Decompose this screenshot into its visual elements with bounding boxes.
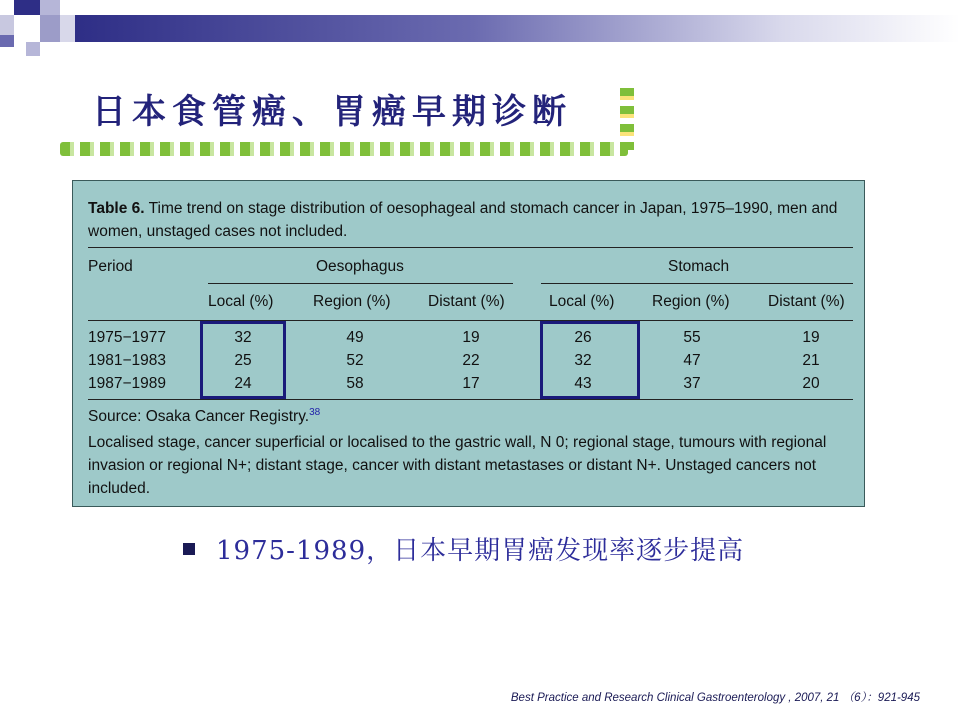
table-cell: 58 [346, 375, 364, 392]
column-header: Local (%) [208, 293, 274, 310]
table-figure [72, 180, 865, 507]
source-text: Source: Osaka Cancer Registry. [88, 408, 310, 426]
group-header-stomach: Stomach [668, 258, 730, 275]
table-caption [88, 197, 858, 243]
table-cell: 37 [683, 375, 701, 392]
table-cell: 43 [574, 375, 592, 392]
column-header: Distant (%) [428, 293, 505, 310]
deco-square [0, 15, 14, 35]
source-ref: 38 [309, 407, 321, 418]
citation: Best Practice and Research Clinical Gastroenterology , 2007, 21 （6）：921-945 [510, 692, 920, 704]
table-cell: 55 [683, 329, 701, 346]
bullet-marker [183, 543, 195, 555]
group-rule-stomach [541, 283, 853, 284]
table-cell: 19 [462, 329, 480, 346]
table-cell: 25 [234, 352, 252, 369]
caption-text: Time trend on stage distribution of oesophageal and stomach cancer in Japan, 1975–1990, men and women, unstaged cases not included. [88, 200, 838, 240]
deco-square [14, 0, 40, 15]
deco-square [0, 35, 14, 47]
title-border-decoration [620, 88, 634, 150]
highlight-box-oesophagus-local [200, 321, 286, 399]
table-cell: 21 [802, 352, 820, 369]
column-header: Region (%) [313, 293, 391, 310]
group-header-oesophagus: Oesophagus [316, 258, 404, 275]
table-cell: 24 [234, 375, 252, 392]
table-cell: 49 [346, 329, 364, 346]
table-cell: 47 [683, 352, 701, 369]
column-header: Region (%) [652, 293, 730, 310]
column-header: Local (%) [549, 293, 615, 310]
row-period: 1981−1983 [88, 352, 167, 369]
table-cell: 22 [462, 352, 480, 369]
bullet-text: 1975-1989，日本早期胃癌发现率逐步提高 [216, 536, 745, 566]
slide-title: 日本食管癌、胃癌早期诊断 [92, 92, 572, 132]
deco-square [40, 15, 60, 42]
deco-square [40, 0, 60, 15]
table-notes: Localised stage, cancer superficial or localised to the gastric wall, N 0; regional stage, tumours with regional invasion or regional N+; distant stage, cancer with distant metastases or distant N+. Unstaged cancers not included. [88, 434, 827, 497]
table-cell: 20 [802, 375, 820, 392]
table-cell: 17 [462, 375, 480, 392]
table-cell: 19 [802, 329, 820, 346]
caption-label: Table 6. [88, 200, 145, 217]
deco-square [26, 42, 40, 56]
top-gradient-bar [75, 15, 960, 42]
row-period: 1987−1989 [88, 375, 167, 392]
column-header: Distant (%) [768, 293, 845, 310]
table-cell: 32 [234, 329, 252, 346]
row-period: 1975−1977 [88, 329, 167, 346]
period-header: Period [88, 258, 133, 275]
table-cell: 52 [346, 352, 364, 369]
deco-square [60, 15, 75, 42]
title-border-decoration [60, 142, 628, 156]
highlight-box-stomach-local [540, 321, 640, 399]
table-cell: 32 [574, 352, 592, 369]
table-cell: 26 [574, 329, 592, 346]
table-source [88, 407, 320, 426]
table-rule [88, 247, 853, 248]
table-rule [88, 399, 853, 400]
group-rule-oesophagus [208, 283, 513, 284]
